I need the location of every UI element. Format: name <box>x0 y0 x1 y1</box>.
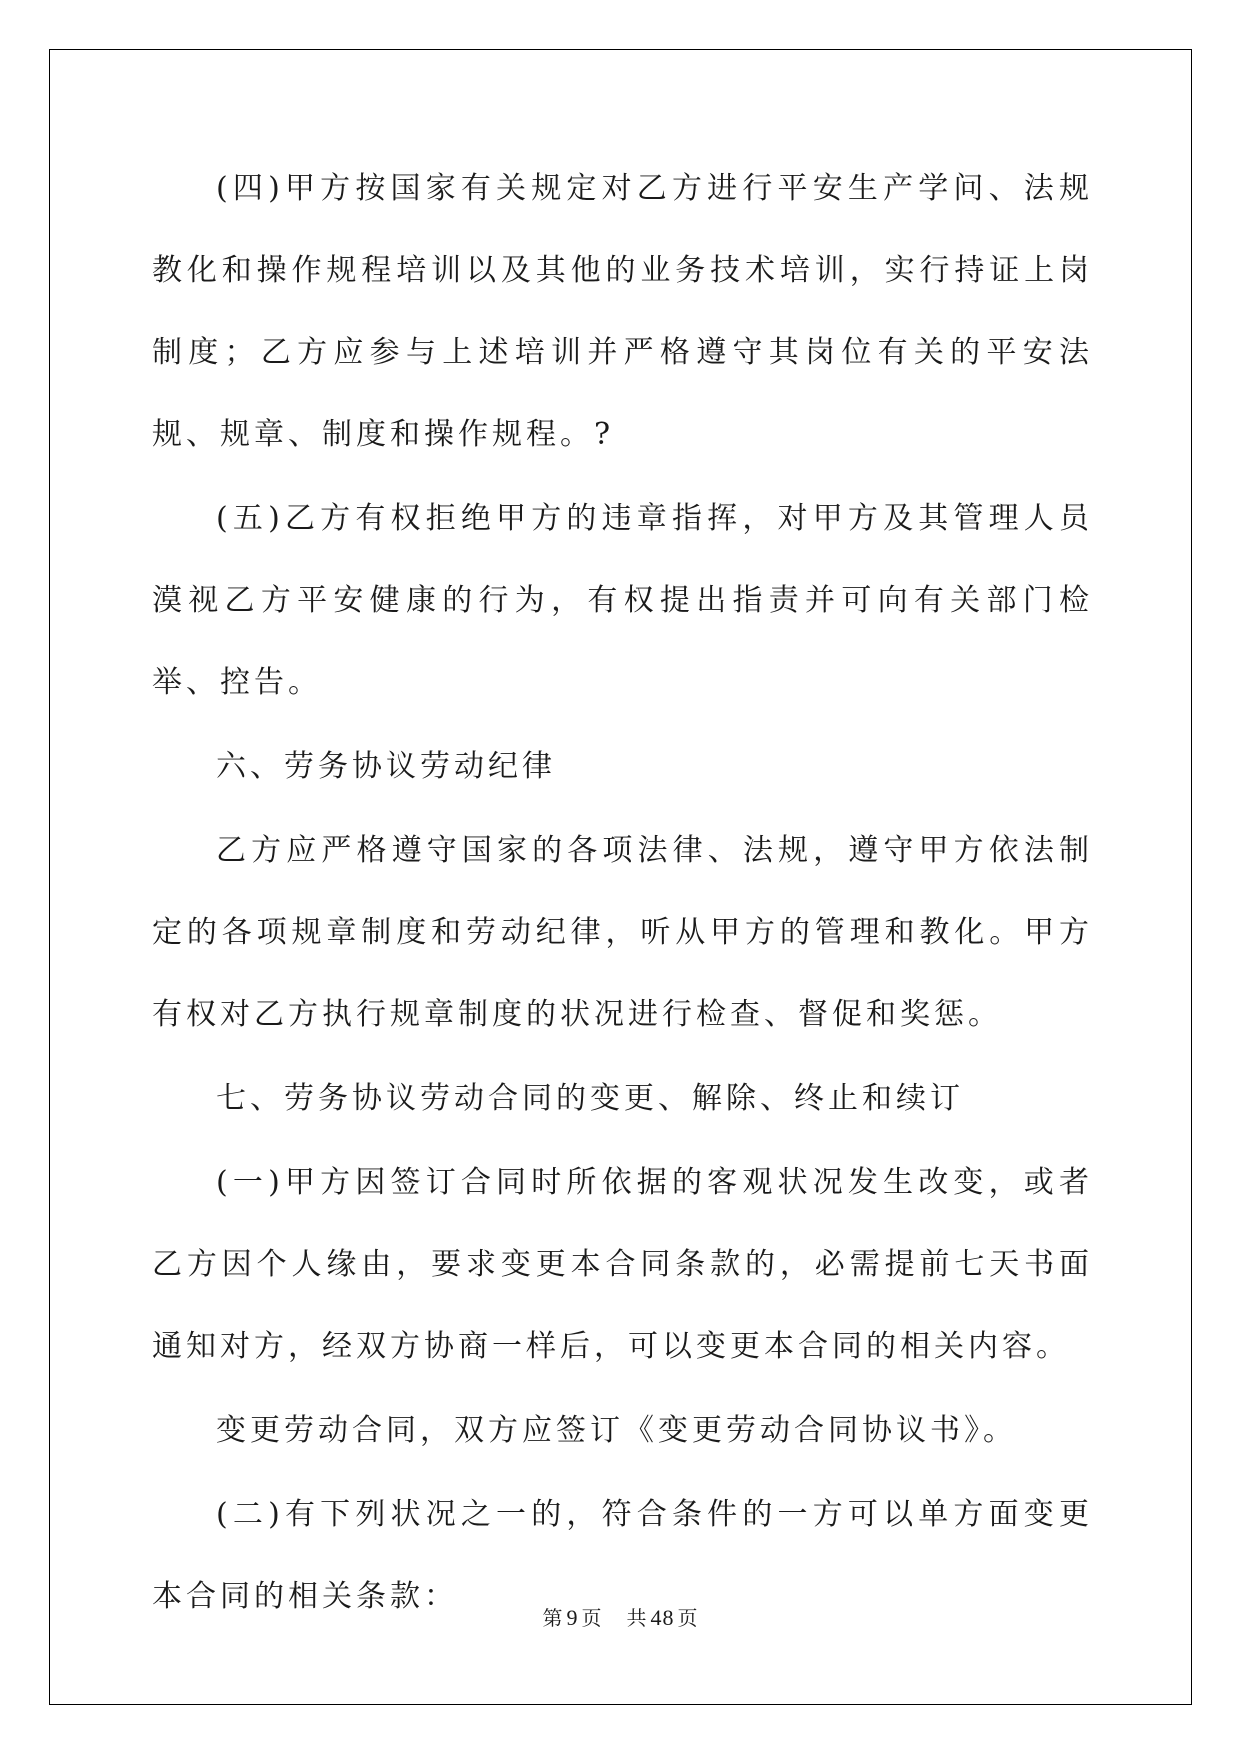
footer-total-suffix: 页 <box>677 1606 699 1630</box>
footer-total-prefix: 共 <box>626 1606 648 1630</box>
footer-prefix: 第 <box>542 1606 564 1630</box>
paragraph-5: (五)乙方有权拒绝甲方的违章指挥，对甲方及其管理人员漠视乙方平安健康的行为，有权提出指责并可向有关部门检举、控告。 <box>152 501 1093 700</box>
footer-page-suffix: 页 <box>581 1606 603 1630</box>
paragraph-change-1: (一)甲方因签订合同时所依据的客观状况发生改变，或者乙方因个人缘由，要求变更本合同条款的，必需提前七天书面通知对方，经双方协商一样后，可以变更本合同的相关内容。 <box>152 1165 1093 1364</box>
document-body <box>152 148 1093 1640</box>
section-heading-7: 七、劳务协议劳动合同的变更、解除、终止和续订 <box>216 1081 964 1116</box>
paragraph-change-agreement: 变更劳动合同，双方应签订《变更劳动合同协议书》。 <box>216 1413 1017 1448</box>
paragraph-change-2: (二)有下列状况之一的，符合条件的一方可以单方面变更本合同的相关条款： <box>152 1497 1093 1614</box>
section-heading-6: 六、劳务协议劳动纪律 <box>216 749 556 784</box>
footer-total-pages: 48 <box>650 1605 675 1630</box>
paragraph-discipline: 乙方应严格遵守国家的各项法律、法规，遵守甲方依法制定的各项规章制度和劳动纪律，听从甲方的管理和教化。甲方有权对乙方执行规章制度的状况进行检查、督促和奖惩。 <box>152 833 1093 1032</box>
paragraph-4: (四)甲方按国家有关规定对乙方进行平安生产学问、法规教化和操作规程培训以及其他的业务技术培训，实行持证上岗制度；乙方应参与上述培训并严格遵守其岗位有关的平安法规、规章、制度和操作规程。? <box>152 171 1093 452</box>
footer-page-number: 9 <box>566 1605 579 1630</box>
page-footer <box>0 1602 1241 1631</box>
